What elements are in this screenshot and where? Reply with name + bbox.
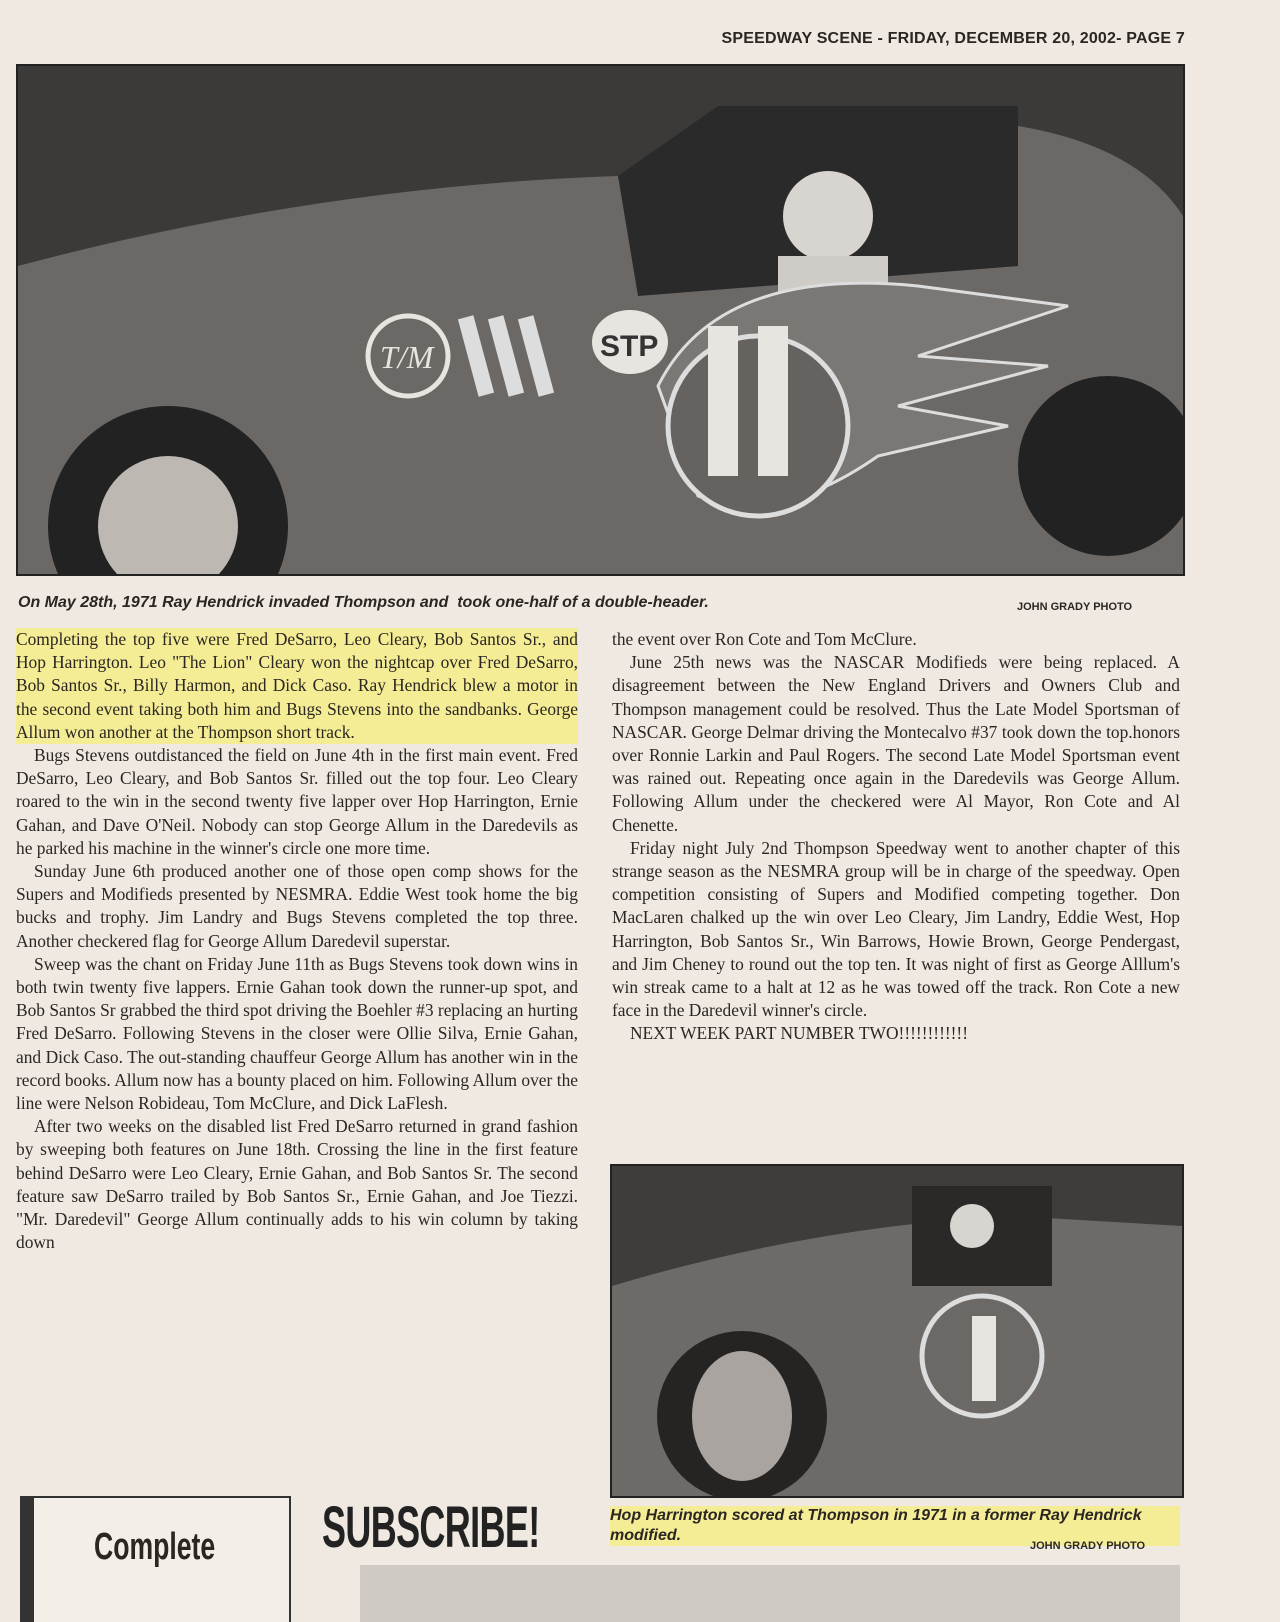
- article-paragraph: Completing the top five were Fred DeSarro, Leo Cleary, Bob Santos Sr., and Hop Harrington. Leo "The Lion" Cleary won the nightcap over Fred DeSarro, Bob Santos Sr., Billy Harmon, and Dick Caso. Ray Hendrick blew a motor in the second event taking both him and Bugs Stevens into the sandbanks. George Allum won another at the Thompson short track.: [16, 628, 578, 744]
- next-week-note: NEXT WEEK PART NUMBER TWO!!!!!!!!!!!!: [630, 1023, 969, 1044]
- top-photo: [16, 64, 1185, 576]
- article-paragraph: Friday night July 2nd Thompson Speedway went to another chapter of this strange season as the NESMRA group will be in charge of the speedway. Open competition consisting of Supers and Modified competing together. Don MacLaren chalked up the win over Leo Cleary, Jim Landry, Eddie West, Hop Harrington, Bob Santos Sr., Win Barrows, Howie Brown, George Pendergast, and Jim Cheney to round out the top ten. It was night of first as George Alllum's win streak came to a halt at 12 as he was towed off the track. Ron Cote a new face in the Daredevil winner's circle.: [612, 837, 1180, 1021]
- article-paragraph: Sweep was the chant on Friday June 11th as Bugs Stevens took down wins in both twin twenty five lappers. Ernie Gahan took down the runner-up spot, and Bob Santos Sr grabbed the third spot driving the Boehler #3 replacing an hurting Fred DeSarro. Following Stevens in the closer were Ollie Silva, Ernie Gahan, and Dick Caso. The out-standing chauffeur George Allum has another win in the record books. Allum now has a bounty placed on him. Following Allum over the line were Nelson Robideau, Tom McClure, and Dick LaFlesh.: [16, 953, 578, 1114]
- article-paragraph: the event over Ron Cote and Tom McClure.: [612, 629, 917, 649]
- left-column: [16, 628, 578, 1254]
- tm-logo: T/M: [380, 339, 434, 375]
- complete-ad-text: Complete: [94, 1526, 216, 1568]
- top-photo-caption: On May 28th, 1971 Ray Hendrick invaded Thompson and took one-half of a double-header.: [18, 594, 709, 611]
- right-column: [612, 628, 1180, 1046]
- modified-car-image: [612, 1166, 1182, 1496]
- bottom-photo-caption: Hop Harrington scored at Thompson in 1971 in a former Ray Hendrick modified.: [610, 1506, 1180, 1546]
- subscribe-ad: SUBSCRIBE!: [322, 1495, 540, 1560]
- article-paragraph: June 25th news was the NASCAR Modifieds were being replaced. A disagreement between the New England Drivers and Owners Club and Thompson management could be resolved. Thus the Late Model Sportsman of NASCAR. George Delmar driving the Montecalvo #37 took down the top.honors over Ronnie Larkin and Paul Rogers. The second Late Model Sportsman event was rained out. Repeating once again in the Daredevils was George Allum. Following Allum under the checkered were Al Mayor, Ron Cote and Al Chenette.: [612, 652, 1180, 835]
- article-paragraph: After two weeks on the disabled list Fred DeSarro returned in grand fashion by sweeping both features on June 18th. Crossing the line in the first feature behind DeSarro were Leo Cleary, Ernie Gahan, and Bob Santos Sr. The second feature saw DeSarro trailed by Bob Santos Sr., Ernie Gahan, and Joe Tiezzi. "Mr. Daredevil" George Allum continually adds to his win column by taking down: [16, 1116, 578, 1253]
- ad-banner: [360, 1565, 1180, 1622]
- bottom-photo-credit: JOHN GRADY PHOTO: [1030, 1540, 1146, 1552]
- page-header: SPEEDWAY SCENE - FRIDAY, DECEMBER 20, 2002- PAGE 7: [721, 30, 1185, 47]
- race-car-image: [18, 66, 1183, 574]
- top-photo-credit: JOHN GRADY PHOTO: [1017, 601, 1133, 613]
- article-paragraph: Bugs Stevens outdistanced the field on June 4th in the first main event. Fred DeSarro, Leo Cleary, and Bob Santos Sr. filled out the top four. Leo Cleary roared to the win in the second twenty five lapper over Hop Harrington, Ernie Gahan, and Dave O'Neil. Nobody can stop George Allum in the Daredevils as he parked his machine in the winner's circle one more time.: [16, 745, 578, 858]
- stp-logo: STP: [600, 330, 659, 363]
- bottom-photo: [610, 1164, 1184, 1498]
- complete-ad: [20, 1496, 291, 1622]
- article-paragraph: Sunday June 6th produced another one of those open comp shows for the Supers and Modifieds presented by NESMRA. Eddie West took home the big bucks and trophy. Jim Landry and Bugs Stevens completed the top three. Another checkered flag for George Allum Daredevil superstar.: [16, 861, 578, 951]
